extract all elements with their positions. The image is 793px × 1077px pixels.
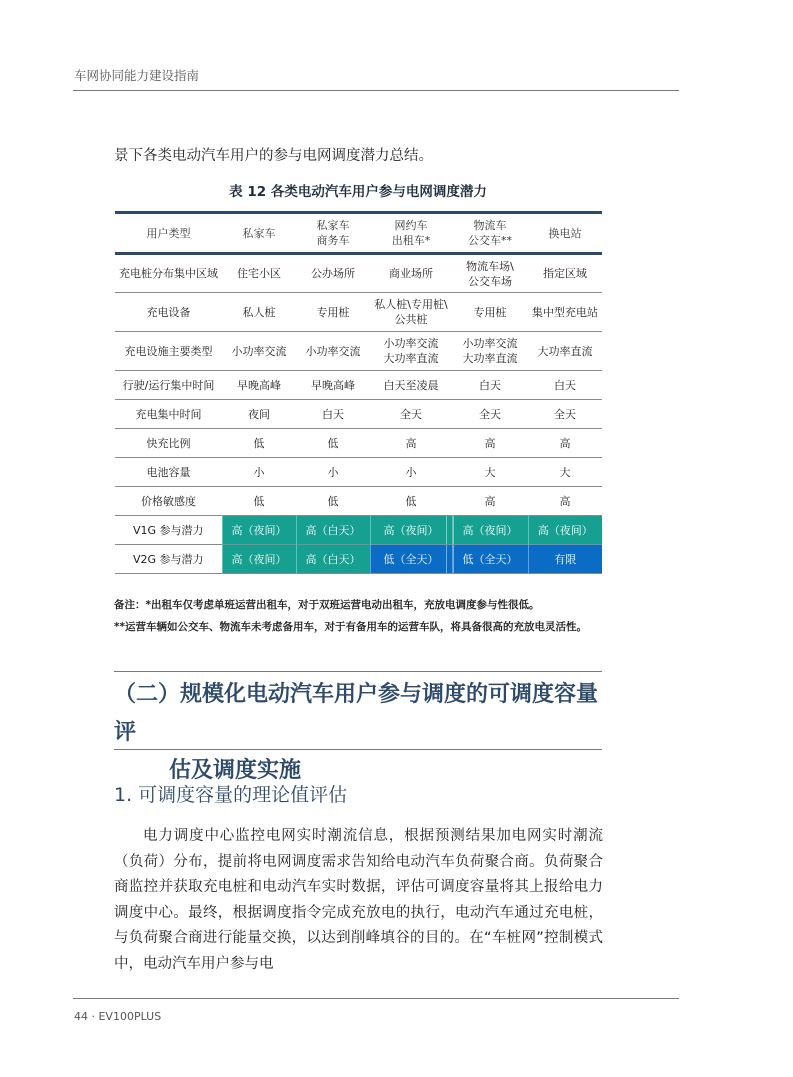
potential-cell-teal: 高（夜间） — [370, 516, 452, 545]
row-label: V1G 参与潜力 — [132, 523, 204, 537]
potential-cell-teal: 高（夜间） — [452, 516, 528, 545]
section-heading: （二）规模化电动汽车用户参与调度的可调度容量评 估及调度实施 — [114, 682, 599, 783]
table-row-v2g — [115, 545, 602, 574]
table-row — [115, 254, 602, 293]
footer-divider — [73, 998, 679, 999]
row-label: 快充比例 — [146, 436, 191, 450]
row-label: 价格敏感度 — [141, 494, 196, 508]
table-cell: 小功率交流 大功率直流 — [383, 337, 439, 365]
table-cell: 大 — [559, 465, 571, 479]
row-label: 充电设备 — [146, 305, 191, 319]
table-cell: 小 — [405, 465, 417, 479]
table-cell: 低 — [253, 436, 265, 450]
table-cell: 白天至凌晨 — [383, 378, 439, 392]
table-row — [115, 332, 602, 371]
table-cell: 全天 — [554, 407, 576, 421]
table-row — [115, 400, 602, 429]
lead-text: 景下各类电动汽车用户的参与电网调度潜力总结。 — [114, 148, 433, 164]
table-row — [115, 458, 602, 487]
potential-cell-teal: 高（白天） — [296, 545, 370, 574]
table-cell: 小功率交流 大功率直流 — [462, 337, 518, 365]
table-cell: 小 — [327, 465, 339, 479]
potential-cell-teal: 高（白天） — [296, 516, 370, 545]
section-bottom-divider — [114, 749, 602, 750]
table-row-v1g — [115, 516, 602, 545]
table-cell: 住宅小区 — [237, 267, 281, 280]
table-cell: 早晚高峰 — [237, 378, 281, 392]
table-cell: 大功率直流 — [537, 344, 593, 358]
table-cell: 小功率交流 — [231, 344, 287, 358]
table-row — [115, 293, 602, 332]
page-footer: 44 · EV100PLUS — [74, 1010, 162, 1023]
potential-cell-blue: 有限 — [528, 545, 602, 574]
table-cell: 专用桩 — [316, 305, 350, 319]
table-cell: 低 — [327, 494, 339, 508]
table-caption: 表 12 各类电动汽车用户参与电网调度潜力 — [229, 184, 487, 200]
subsection-heading: 1. 可调度容量的理论值评估 — [114, 784, 348, 806]
table-cell: 高 — [484, 436, 496, 450]
header-divider — [73, 90, 679, 91]
table-cell: 集中型充电站 — [532, 305, 598, 319]
table-cell: 大 — [484, 465, 496, 479]
body-paragraph: 电力调度中心监控电网实时潮流信息，根据预测结果加电网实时潮流（负荷）分布，提前将电网调度需求告知给电动汽车负荷聚合商。负荷聚合商监控并获取充电桩和电动汽车实时数据，评估可调度容量将其上报给电力调度中心。最终，根据调度指令完成充放电的执行，电动汽车通过充电桩，与负荷聚合商进行能量交换，以达到削峰填谷的目的。在“车桩网”控制模式中，电动汽车用户参与电 — [114, 828, 603, 972]
section-top-divider — [114, 671, 602, 672]
table-header-row — [115, 213, 602, 254]
table-cell: 低 — [405, 494, 417, 508]
potential-cell-teal: 高（夜间） — [222, 516, 296, 545]
table-note: 备注：*出租车仅考虑单班运营出租车，对于双班运营电动出租车，充放电调度参与性很低。 — [114, 599, 540, 611]
table-cell: 商业场所 — [389, 267, 433, 280]
row-label: 充电设施主要类型 — [124, 344, 213, 358]
potential-cell-teal: 高（夜间） — [528, 516, 602, 545]
table-cell: 小功率交流 — [305, 344, 361, 358]
column-header: 私家车 — [242, 226, 276, 240]
column-header: 用户类型 — [146, 226, 191, 240]
row-label: 电池容量 — [146, 465, 191, 479]
column-header: 网约车 出租车* — [391, 219, 431, 247]
dispatch-potential-table — [115, 211, 602, 574]
table-cell: 高 — [559, 436, 571, 450]
table-cell: 白天 — [479, 378, 501, 392]
row-label: V2G 参与潜力 — [132, 552, 204, 566]
potential-cell-blue: 低（全天） — [370, 545, 452, 574]
table-cell: 低 — [327, 436, 339, 450]
table-cell: 全天 — [479, 407, 501, 421]
table-cell: 公办场所 — [311, 267, 355, 280]
potential-cell-teal: 高（夜间） — [222, 545, 296, 574]
table-cell: 早晚高峰 — [311, 378, 355, 392]
table-cell: 物流车场\ 公交车场 — [466, 259, 514, 288]
row-label: 行驶/运行集中时间 — [122, 378, 215, 392]
table-note: **运营车辆如公交车、物流车未考虑备用车，对于有备用车的运营车队，将具备很高的充放电灵活性。 — [114, 621, 587, 633]
row-label: 充电集中时间 — [135, 407, 202, 421]
table-cell: 高 — [405, 436, 417, 450]
table-cell: 白天 — [554, 378, 576, 392]
table-cell: 私人桩 — [242, 305, 276, 319]
row-label: 充电桩分布集中区域 — [119, 267, 218, 280]
column-header: 私家车 商务车 — [316, 219, 350, 247]
table-notes — [114, 594, 587, 638]
table-cell: 高 — [484, 494, 496, 508]
column-header: 物流车 公交车** — [468, 219, 512, 247]
table-row — [115, 429, 602, 458]
table-cell: 小 — [253, 465, 265, 479]
table-cell: 专用桩 — [473, 305, 507, 319]
table-cell: 高 — [559, 494, 571, 508]
table-cell: 指定区域 — [543, 267, 587, 280]
table-row — [115, 371, 602, 400]
table-cell: 全天 — [400, 407, 422, 421]
table-cell: 私人桩\专用桩\ 公共桩 — [374, 298, 448, 326]
table-cell: 低 — [253, 494, 265, 508]
potential-cell-blue: 低（全天） — [452, 545, 528, 574]
table-cell: 夜间 — [248, 407, 270, 421]
running-header-title: 车网协同能力建设指南 — [74, 68, 200, 83]
table-cell: 白天 — [322, 407, 344, 421]
column-header: 换电站 — [548, 226, 582, 240]
table-row — [115, 487, 602, 516]
